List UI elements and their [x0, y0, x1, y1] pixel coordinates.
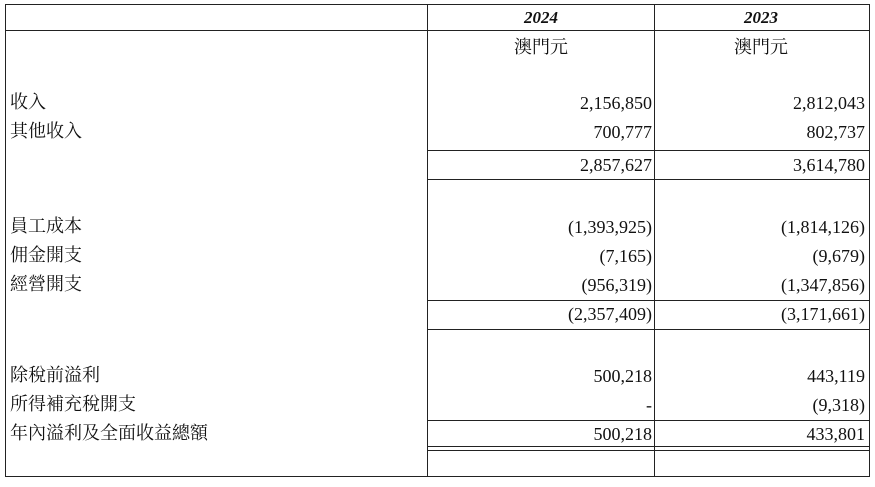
operating-expenses-2023: (1,347,856)	[781, 275, 865, 295]
profit-before-tax-2023: 443,119	[807, 366, 865, 386]
total-comprehensive-2023: 433,801	[806, 424, 865, 444]
profit-before-tax-2024: 500,218	[593, 366, 652, 386]
supplementary-tax-label: 所得補充稅開支	[10, 394, 136, 415]
expense-subtotal-2023: (3,171,661)	[781, 304, 865, 324]
other-income-2024: 700,777	[593, 122, 652, 142]
table-bottom-border	[5, 476, 870, 477]
currency-2024-label: 澳門元	[514, 37, 568, 58]
commission-2024: (7,165)	[599, 246, 652, 266]
supplementary-tax-2024: -	[646, 395, 652, 415]
revenue-2024: 2,156,850	[580, 93, 652, 113]
income-subtotal-2023: 3,614,780	[793, 155, 865, 175]
staff-costs-2024: (1,393,925)	[568, 217, 652, 237]
total-comprehensive-label: 年內溢利及全面收益總額	[10, 423, 208, 444]
income-subtotal-2024: 2,857,627	[580, 155, 652, 175]
staff-costs-label: 員工成本	[10, 216, 82, 237]
staff-costs-2023: (1,814,126)	[781, 217, 865, 237]
expense-subtotal-2024: (2,357,409)	[568, 304, 652, 324]
expense-subtotal-bottom-rule	[427, 329, 870, 330]
revenue-label: 收入	[10, 92, 46, 113]
year-2023-header: 2023	[744, 8, 778, 27]
commission-label: 佣金開支	[10, 245, 82, 266]
total-double-rule-lower	[427, 450, 870, 451]
total-comprehensive-2024: 500,218	[593, 424, 652, 444]
table-left-border	[5, 4, 6, 477]
table-right-border	[869, 4, 870, 477]
year-2024-header: 2024	[524, 8, 558, 27]
revenue-2023: 2,812,043	[793, 93, 865, 113]
other-income-2023: 802,737	[806, 122, 865, 142]
operating-expenses-2024: (956,319)	[581, 275, 652, 295]
operating-expenses-label: 經營開支	[10, 274, 82, 295]
commission-2023: (9,679)	[812, 246, 865, 266]
currency-2023-label: 澳門元	[734, 37, 788, 58]
column-divider-1	[427, 4, 428, 477]
column-divider-2	[654, 4, 655, 477]
supplementary-tax-2023: (9,318)	[812, 395, 865, 415]
profit-before-tax-label: 除稅前溢利	[10, 365, 100, 386]
total-double-rule-upper	[427, 446, 870, 447]
income-subtotal-bottom-rule	[427, 179, 870, 180]
other-income-label: 其他收入	[10, 121, 82, 142]
table-top-border	[5, 4, 870, 5]
header-rule	[5, 30, 870, 31]
